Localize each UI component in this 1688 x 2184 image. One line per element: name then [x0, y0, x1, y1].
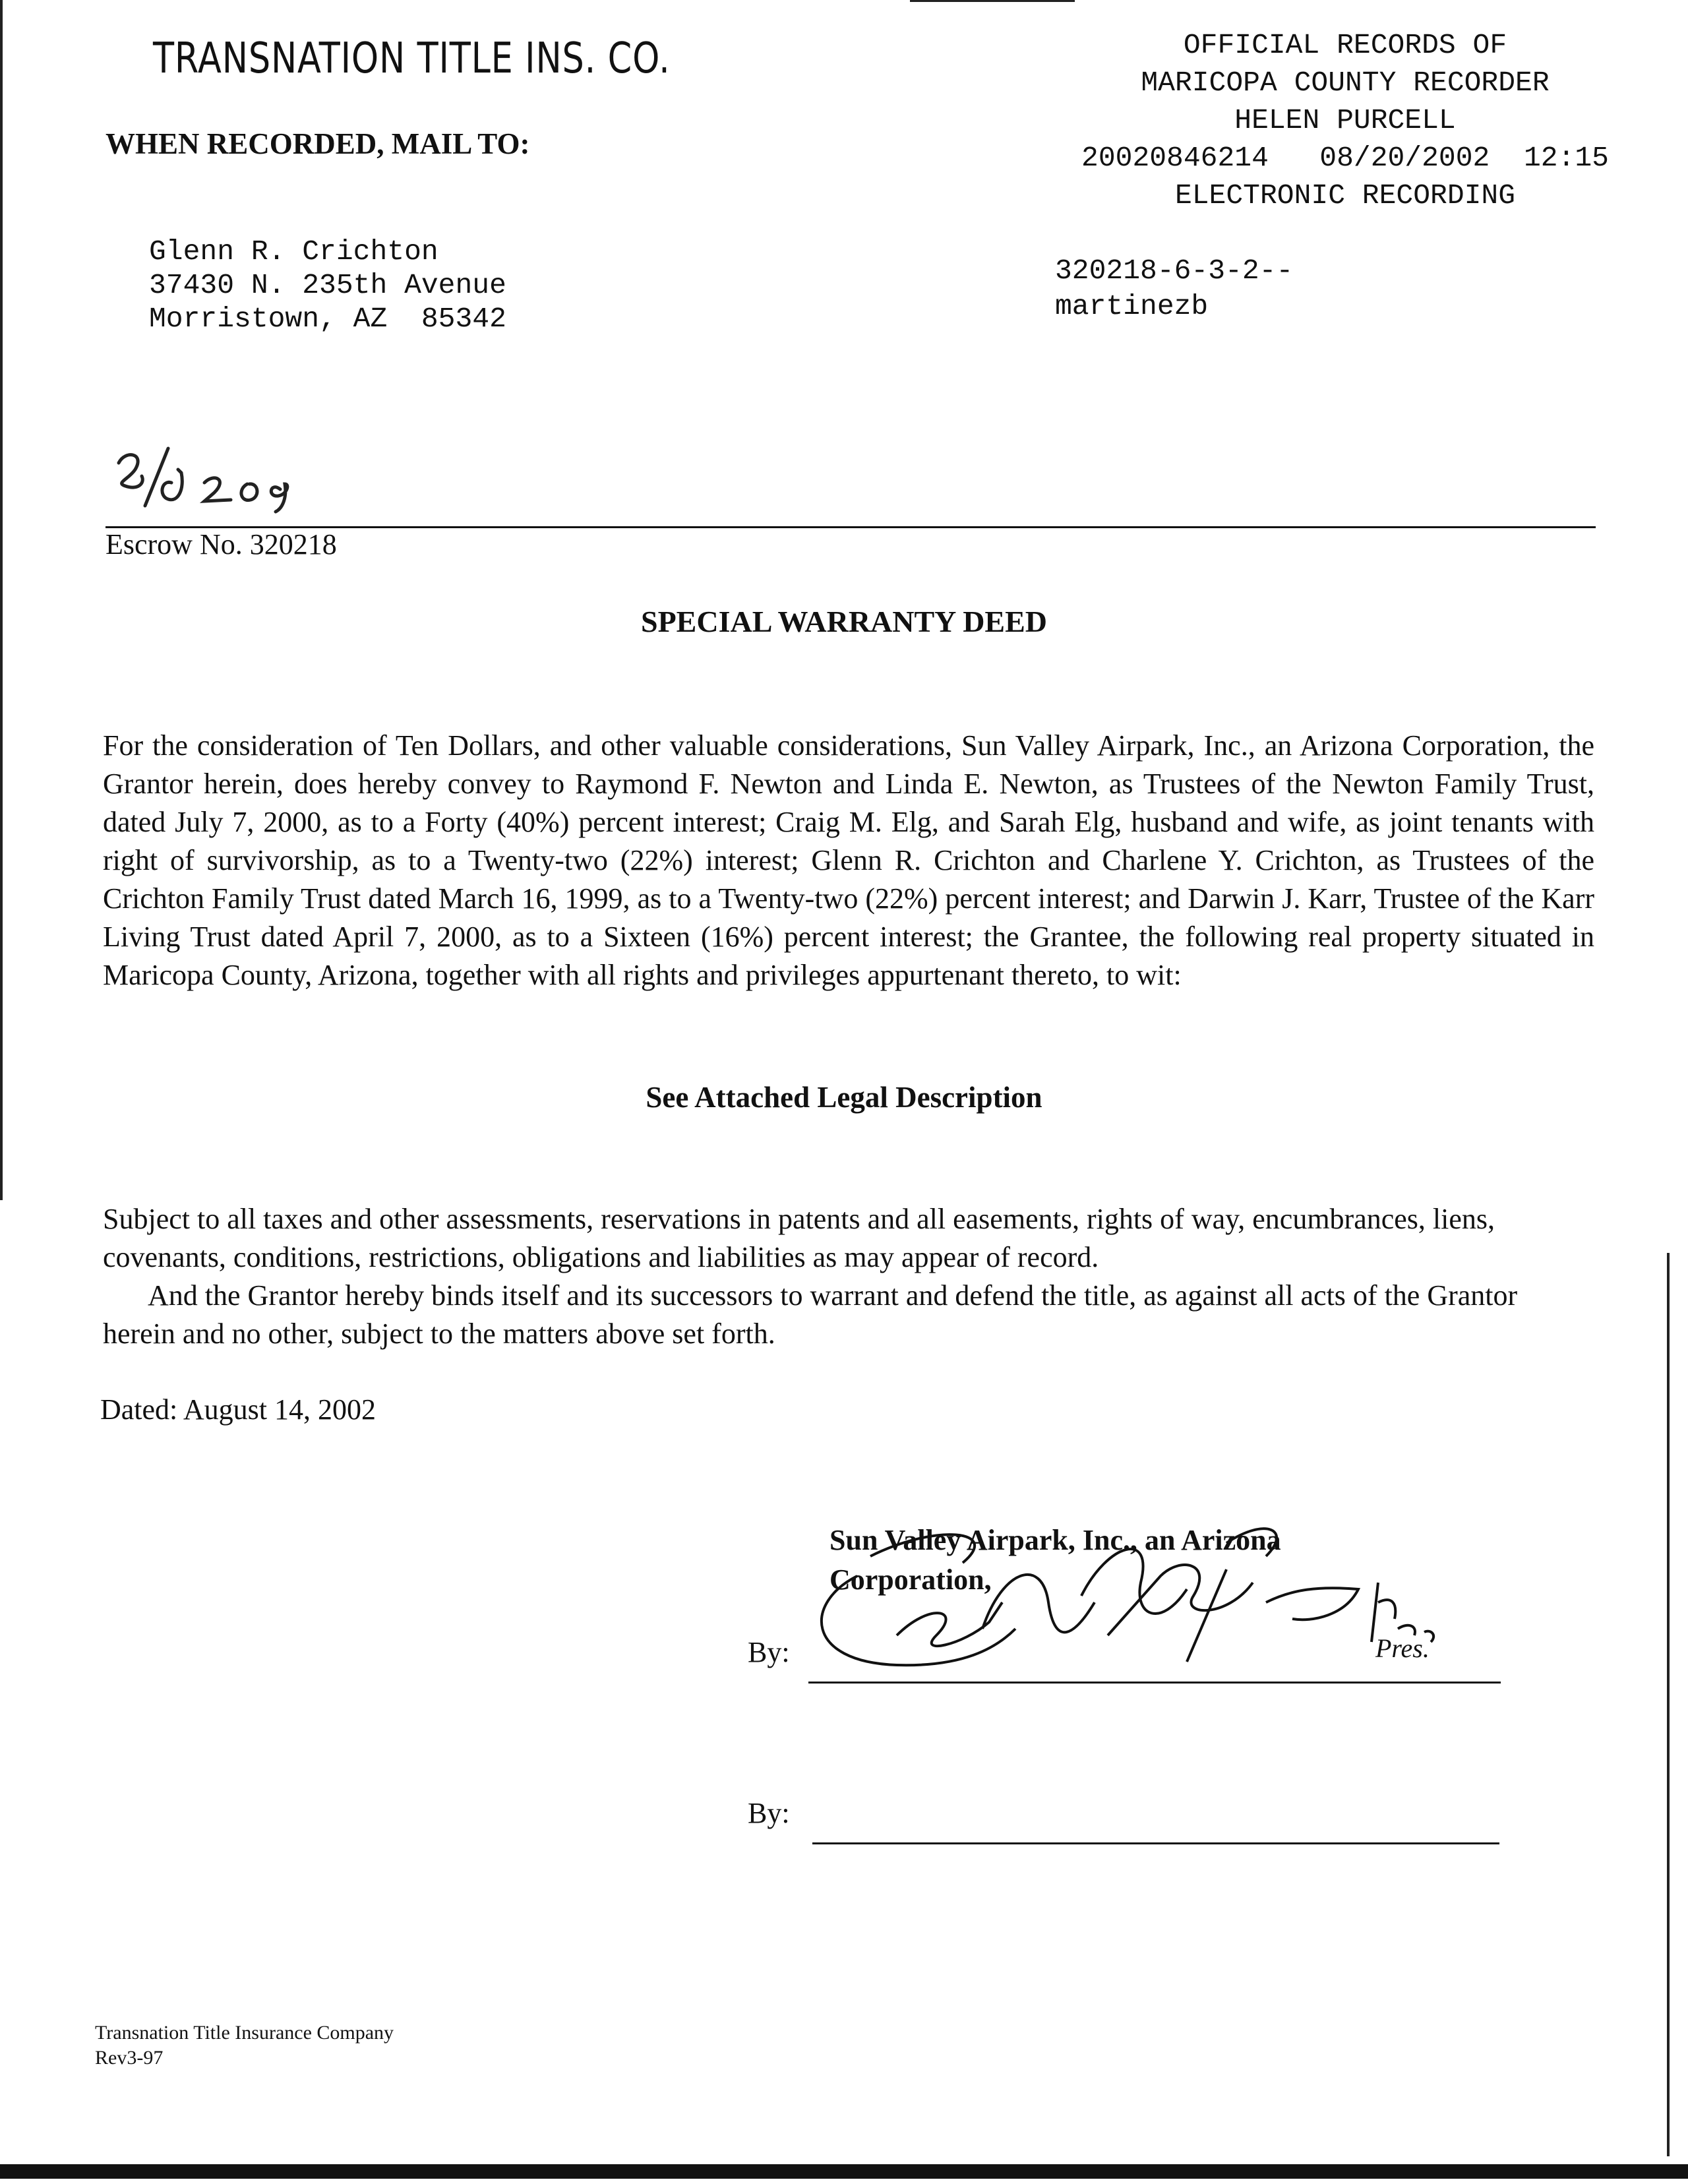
subject-to-paragraph: Subject to all taxes and other assessments, reservations in patents and all easements, rights of way, encumbrances, liens, covenants, conditions, restrictions, obligations and liabilities as may appear of record.: [103, 1203, 1495, 1273]
recording-line-5: ELECTRONIC RECORDING: [1174, 179, 1516, 212]
by-label-secondary: By:: [748, 1797, 790, 1829]
subject-to-section: [103, 1200, 1594, 1353]
signer-title: Pres.: [1375, 1633, 1430, 1663]
recording-line-3: HELEN PURCELL: [1234, 104, 1456, 136]
handwritten-note: [106, 443, 316, 519]
deed-title: SPECIAL WARRANTY DEED: [640, 605, 1047, 638]
handwritten-note-drawing: [106, 443, 316, 516]
grantor-name-line-1: Sun Valley Airpark, Inc., an Arizona: [829, 1524, 1281, 1556]
scan-edge-bottom: [0, 2164, 1688, 2179]
signature-drawing: [765, 1503, 1490, 1701]
footer: [95, 2020, 394, 2071]
order-info: [1055, 253, 1293, 324]
grantor-name-line-2: Corporation,: [829, 1563, 992, 1596]
company-stamp: TRANSNATION TITLE INS. CO.: [153, 34, 671, 83]
recording-number-date: 20020846214 08/20/2002 12:15: [1081, 142, 1609, 174]
mail-to-heading: WHEN RECORDED, MAIL TO:: [106, 127, 530, 160]
footer-company: Transnation Title Insurance Company: [95, 2022, 394, 2044]
recording-line-1: OFFICIAL RECORDS OF: [1183, 29, 1507, 61]
warranty-paragraph: And the Grantor hereby binds itself and its successors to warrant and defend the title, as against all acts of the Grantor herein and no other, subject to the matters above set forth.: [103, 1279, 1518, 1350]
scan-edge-left: [0, 0, 3, 1200]
recorded-by: martinezb: [1055, 290, 1209, 322]
scan-mark-top: [910, 0, 1075, 2]
scan-edge-right: [1667, 1253, 1670, 2156]
order-number: 320218-6-3-2--: [1055, 255, 1294, 287]
signature: [765, 1503, 1490, 1705]
signature-line-primary: [808, 1682, 1501, 1684]
mail-to-name: Glenn R. Crichton: [149, 235, 438, 268]
escrow-number: Escrow No. 320218: [106, 528, 337, 561]
legal-description-reference: See Attached Legal Description: [646, 1081, 1042, 1114]
mail-to-street: 37430 N. 235th Avenue: [149, 269, 506, 301]
recording-info: [1029, 26, 1662, 214]
signature-line-secondary: [812, 1842, 1499, 1844]
mail-to-city: Morristown, AZ 85342: [149, 303, 506, 335]
footer-revision: Rev3-97: [95, 2047, 164, 2069]
by-label-primary: By:: [748, 1636, 790, 1668]
conveyance-paragraph: For the consideration of Ten Dollars, and other valuable considerations, Sun Valley Airpark, Inc., an Arizona Corporation, the Grantor herein, does hereby convey to Raymond F. Newton and Linda E. Newton, as Trustees of the Newton Family Trust, dated July 7, 2000, as to a Forty (40%) percent interest; Craig M. Elg, and Sarah Elg, husband and wife, as joint tenants with right of survivorship, as to a Twenty-two (22%) interest; Glenn R. Crichton and Charlene Y. Crichton, as Trustees of the Crichton Family Trust dated March 16, 1999, as to a Twenty-two (22%) percent interest; and Darwin J. Karr, Trustee of the Karr Living Trust dated April 7, 2000, as to a Sixteen (16%) percent interest; the Grantee, the following real property situated in Maricopa County, Arizona, together with all rights and privileges appurtenant thereto, to wit:: [103, 729, 1594, 991]
mail-to-address: [149, 235, 506, 336]
recording-line-2: MARICOPA COUNTY RECORDER: [1141, 67, 1550, 99]
dated-line: Dated: August 14, 2002: [100, 1393, 376, 1426]
